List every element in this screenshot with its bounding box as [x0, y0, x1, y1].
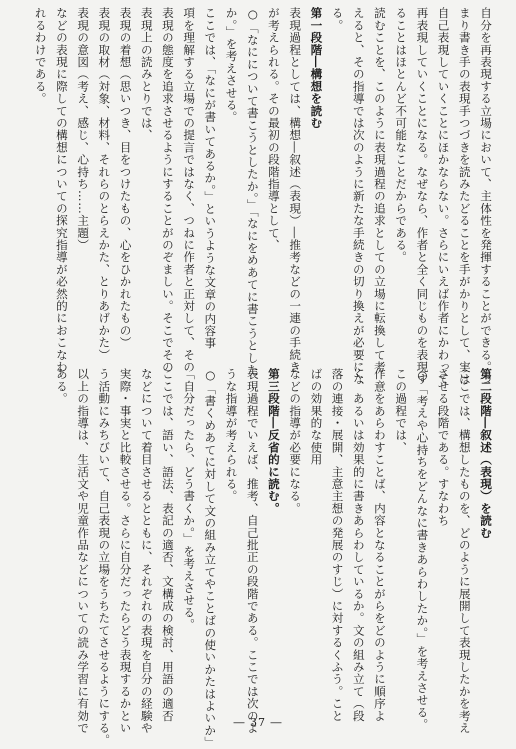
text-line: ○「書くめあてに対して文の組み立てやことばの使いかたはよいか」 [203, 368, 218, 749]
text-line: ここでは、語い、語法、表記の適否、文構成の検討、用語の適否 [160, 368, 175, 722]
section-heading: 第三段階―反省的に読む。 [266, 368, 281, 515]
text-line: ○「考えや心持ちをどんなに書きあらわしたか。」を考えさせる。 [415, 368, 430, 731]
text-line: ここでは、構想したものを、どのように展開して表現したかを考え [457, 368, 472, 734]
text-line: 再表現していくことになる。なぜなら、作者と全く同じものを表現す [415, 7, 430, 386]
text-line: れるわけである。 [33, 7, 48, 105]
text-line: まり書き手の表現手つづきを読みたどることを手がかりとして、実は [457, 7, 472, 386]
text-line: ここでは、「なにが書いてあるか。」というような文章の内容事 [203, 7, 218, 350]
text-line: ばの効果的な使用 [309, 368, 324, 466]
text-line: ある。 [54, 368, 69, 405]
text-line: 以上の指導は、生活文や児童作品などについての読み学習に有効で [76, 368, 91, 734]
text-line: か。」を考えさせる。 [224, 7, 239, 124]
text-line: 表現の態度を追求させるようにすることがのぞましい。そこでその [160, 7, 175, 373]
text-line: 表現過程でいえば、推考、自己批正の段階である。ここでは次のよ [245, 368, 260, 734]
text-line: 作意をあらわすことば、内容となることがらをどのように順序よ [372, 368, 387, 722]
text-line: 読むことを、このように表現過程の追求としての立場に転換して考 [372, 7, 387, 373]
text-line: などの指導が必要になる。 [288, 368, 303, 515]
text-line: 自己表現していくことにほかならない。さらにいえば作者にかわって [436, 7, 451, 386]
text-line: などの表現に際しての構想についての探究指導が必然的におこなわ [54, 7, 69, 373]
section-heading: 第一段階―構想を読む [309, 7, 324, 129]
text-line: う活動にみちびいて、自己表現の立場をうちたてさせるようにする。 [97, 368, 112, 747]
text-line: この過程では、 [394, 368, 409, 454]
text-line: 表現上の読みとりでは、 [139, 7, 154, 142]
text-line: 表現の意図（考え、感じ、心持ち……主題） [76, 7, 91, 251]
text-line: く、あるいは効果的に書きあらわしているか。文の組み立て（段 [351, 368, 366, 722]
text-line: ることはほとんど不可能なことだからである。 [394, 7, 409, 264]
text-line: 表現の着想（思いつき、目をつけたもの、心をひかれたもの） [118, 7, 133, 349]
upper-text-block [30, 7, 496, 386]
text-line: うな指導が考えられる。 [224, 368, 239, 503]
text-line: 落の連接・展開、主意主想の発展のすじ）に対するくふう。こと [330, 368, 345, 722]
text-line: 「自分だったら、どう書くか。」を考えさせる。 [182, 368, 197, 631]
text-line: 項を理解する立場での提言ではなく、つねに作者と正対して、その [182, 7, 197, 373]
text-line: 自分を再表現する立場において、主体性を発揮することができる。つ [479, 7, 493, 386]
text-line: 実際・事実と比較させる。さらに自分だったらどう表現するかとい [118, 368, 133, 734]
text-line: 表現の取材（対象、材料、それらのとらえかた、とりあげかた） [97, 7, 112, 361]
text-line: 表現過程としては、構想―叙述（表現）―推考などの一連の手続き [288, 7, 303, 373]
text-line: などについて着目させるとともに、それぞれの表現を自分の経験や [139, 368, 154, 734]
text-line: る。 [330, 7, 345, 32]
page-number: ― 37 ― [233, 716, 283, 729]
text-line: ○「なにについて書こうとしたか。」「なにをめあてに書こうとした [245, 7, 260, 376]
text-line: させる段階である。すなわち [436, 368, 451, 527]
text-line: えると、その指導では次のように新たな手続きの切り換えが必要にな [351, 7, 366, 386]
section-heading: 第二段階―叙述（表現）を読む [479, 368, 493, 539]
text-line: が考えられる。その最初の段階指導として、 [266, 7, 281, 251]
